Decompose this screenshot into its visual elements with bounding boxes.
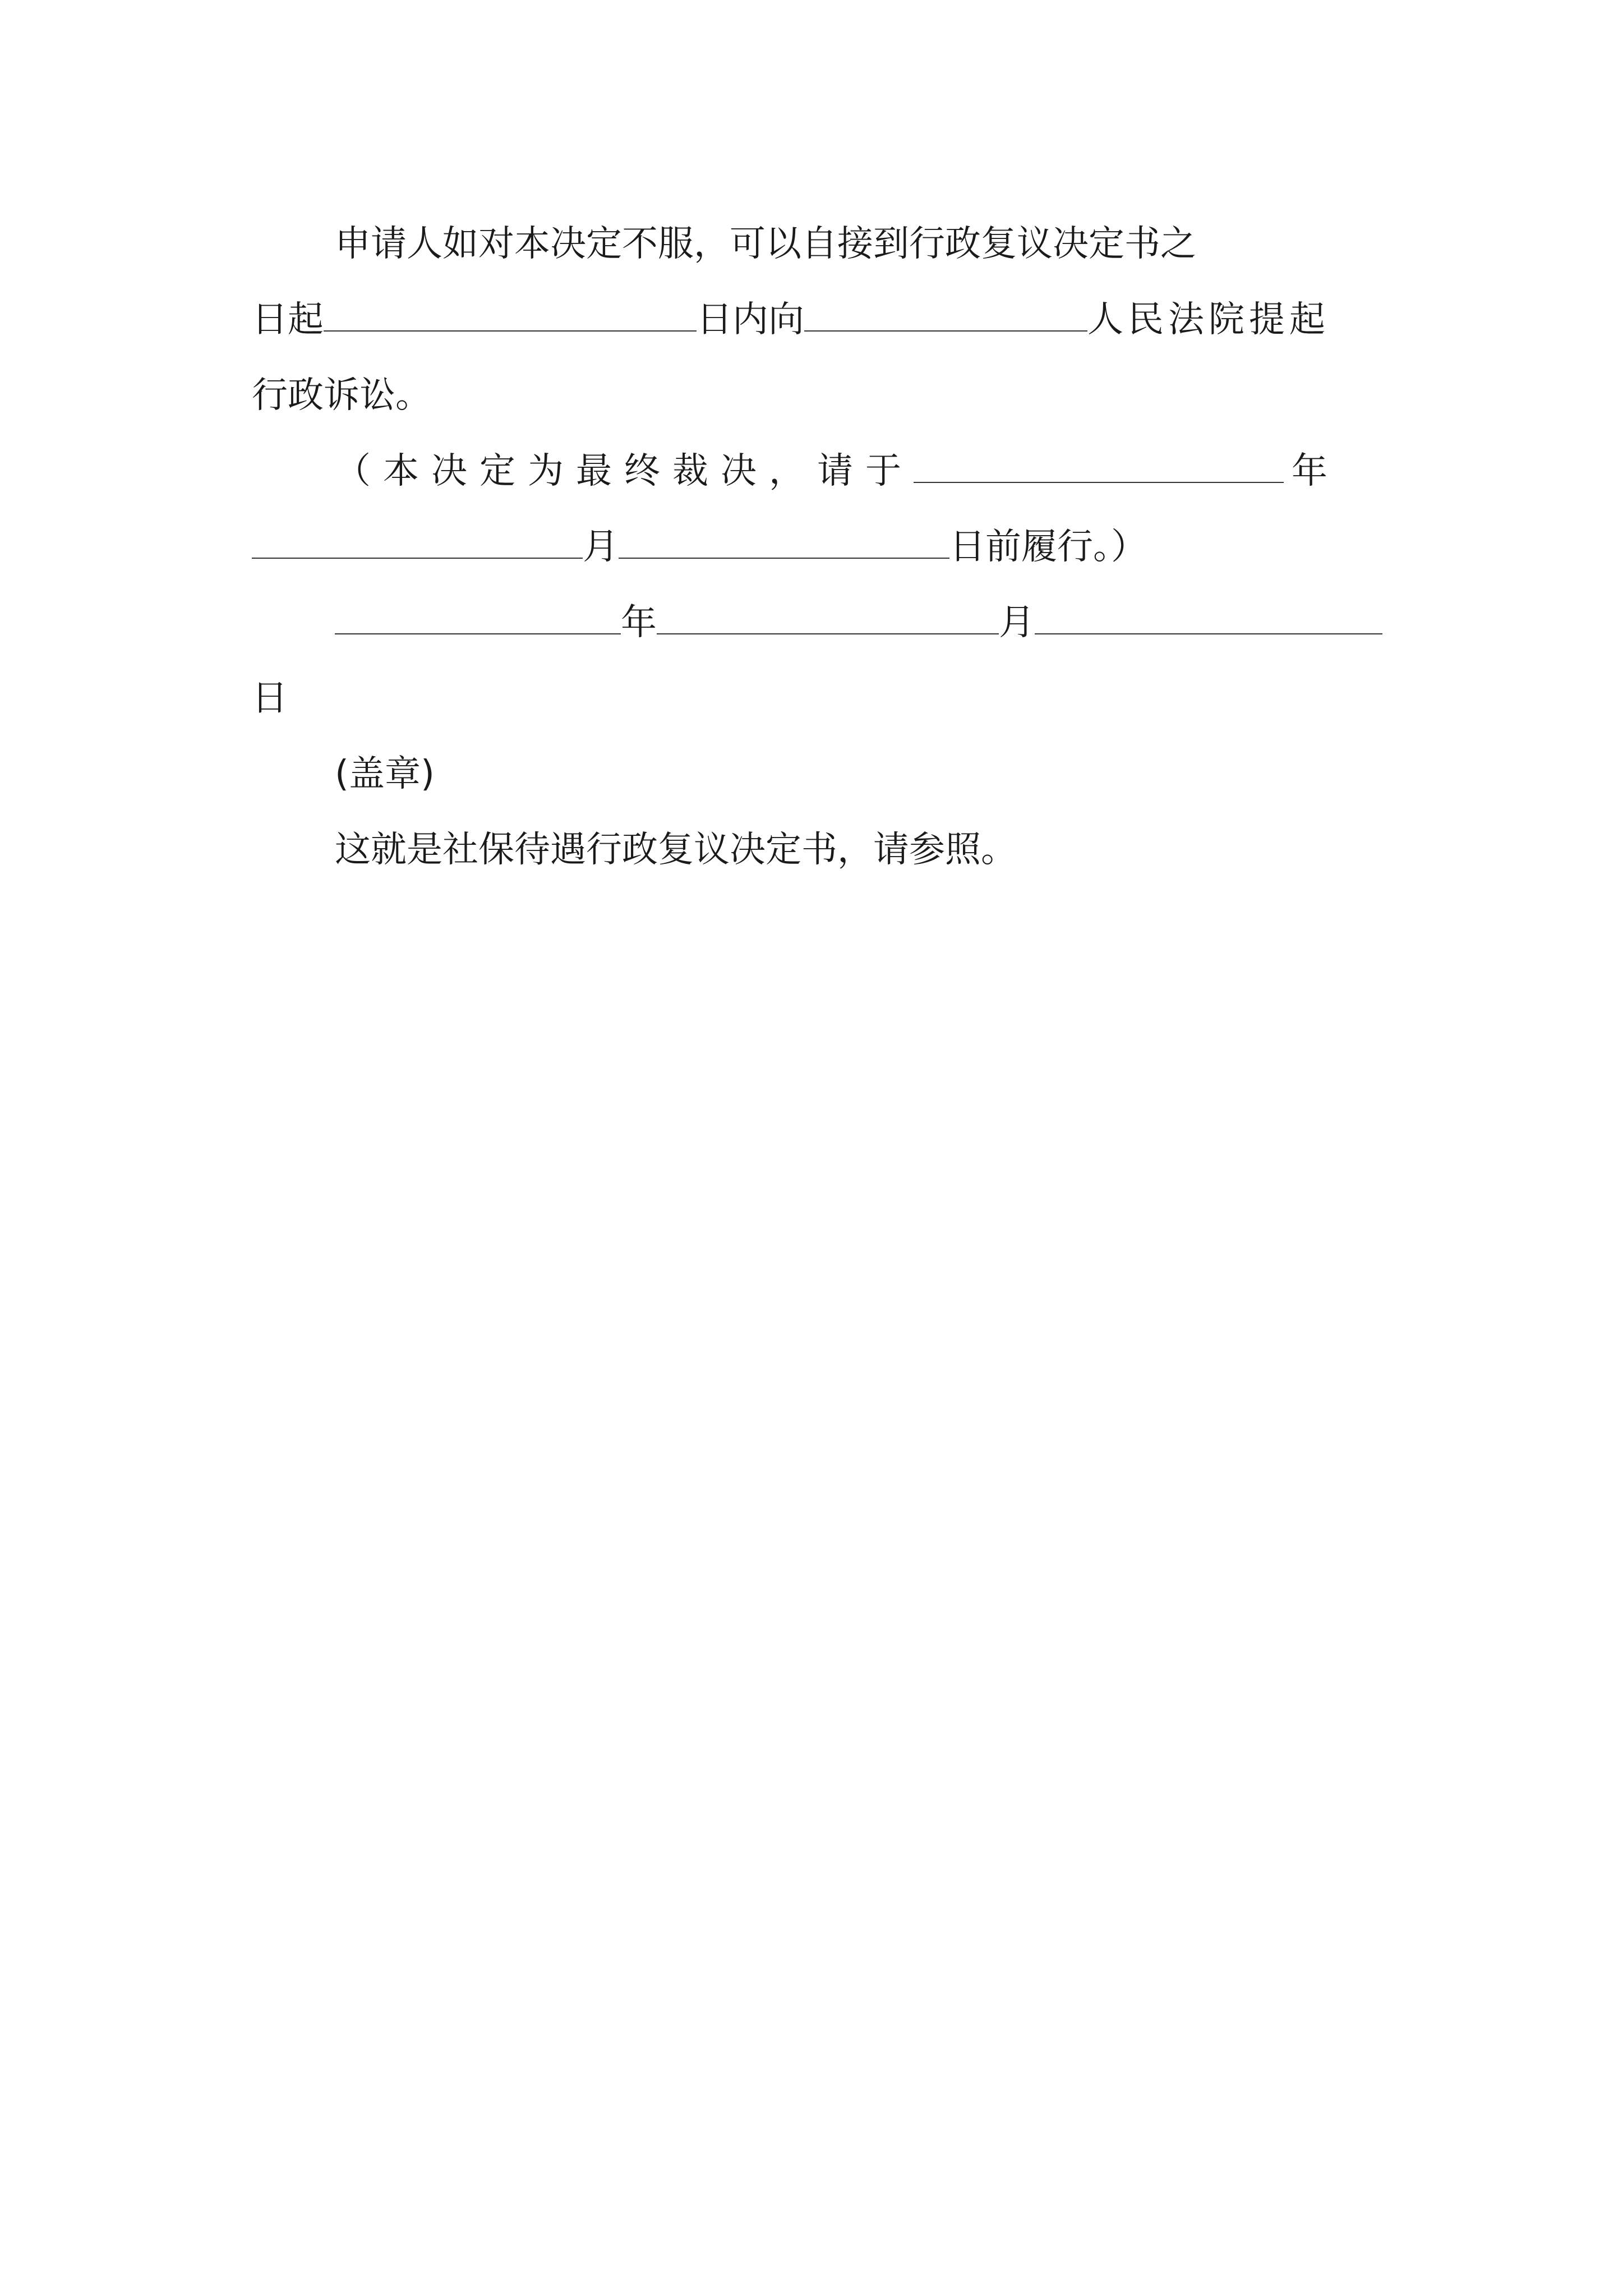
final-month-blank (252, 522, 583, 559)
final-day-blank (619, 522, 949, 559)
days-blank (324, 295, 697, 332)
para1-line1 (252, 213, 1379, 275)
para1-line3: 行政诉讼。 (252, 375, 431, 416)
final-year-blank (914, 446, 1284, 483)
court-blank (804, 295, 1087, 332)
date-day-line: 日 (252, 678, 288, 719)
para2-line1: （本决定为最终裁决，请于 年 (252, 440, 1379, 502)
para1-line2: 日起 日内向 人民法院提起 (252, 289, 1379, 351)
seal-label: (盖章) (335, 753, 435, 795)
date-month-blank (657, 597, 999, 634)
closing-text: 这就是社保待遇行政复议决定书，请参照。 (335, 829, 1017, 871)
date-line: 年 月 (252, 592, 1379, 654)
para1-line1-text: 申请人如对本决定不服，可以自接到行政复议决定书之 (335, 223, 1196, 265)
date-year-blank (335, 597, 621, 634)
date-day-blank (1035, 597, 1382, 634)
para2-line2: 月 日前履行。） (252, 516, 1379, 578)
